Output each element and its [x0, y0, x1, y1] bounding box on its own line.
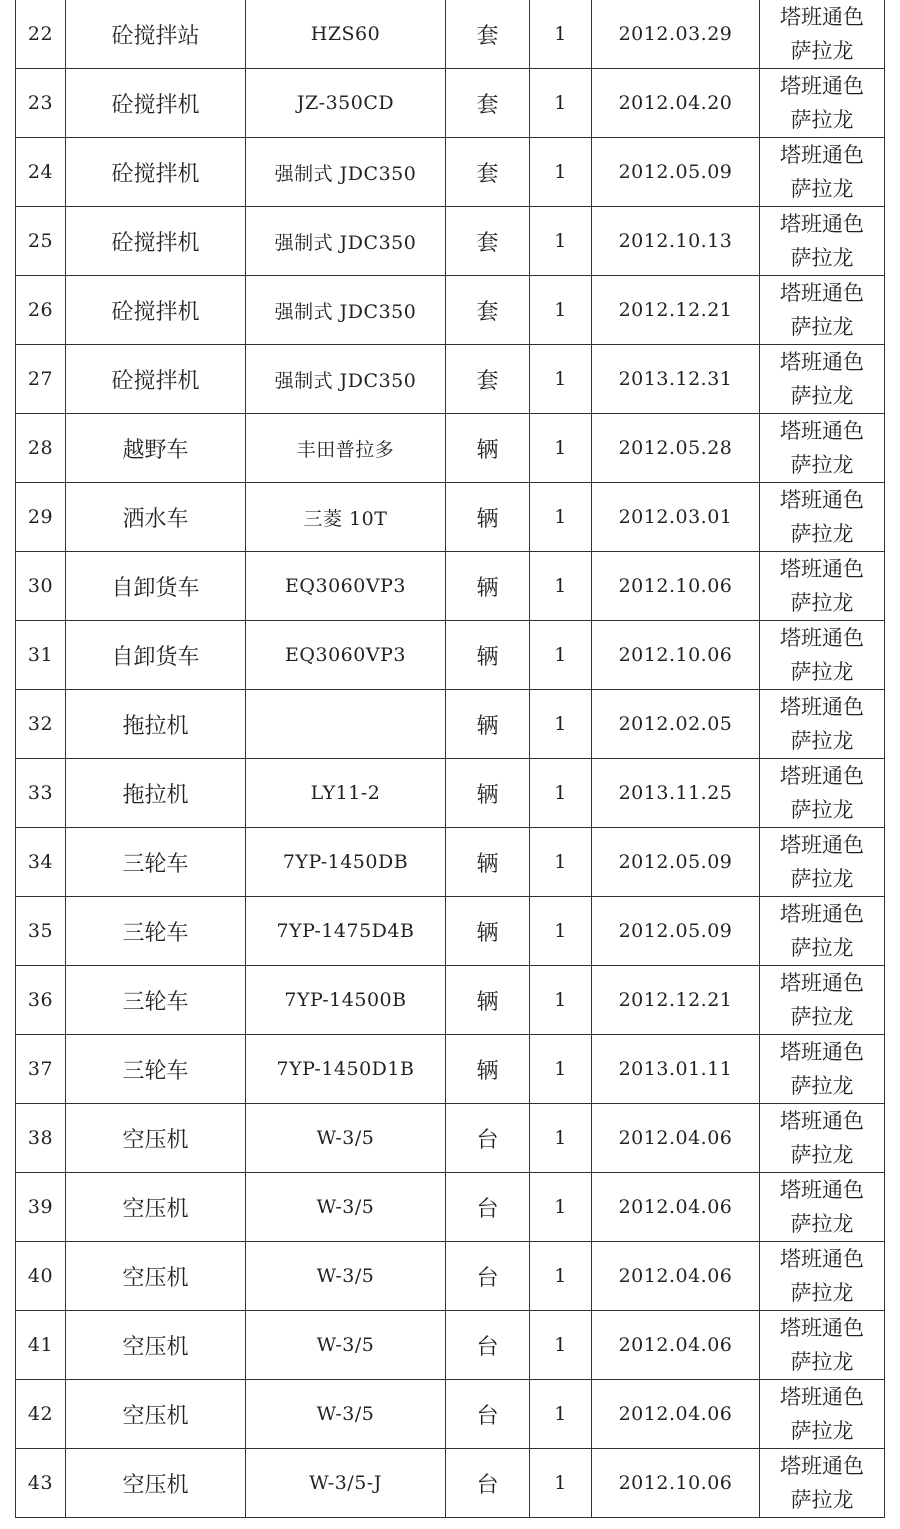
quantity-cell: 1	[530, 345, 592, 414]
date-cell: 2012.04.06	[592, 1104, 760, 1173]
location-cell	[760, 1449, 885, 1518]
location-line-1: 塔班通色	[780, 626, 864, 650]
equipment-name-cell: 空压机	[66, 1173, 246, 1242]
equipment-name-cell: 空压机	[66, 1242, 246, 1311]
date-cell: 2012.04.06	[592, 1380, 760, 1449]
location-cell	[760, 1035, 885, 1104]
location-line-1: 塔班通色	[780, 212, 864, 236]
location-line-1: 塔班通色	[780, 281, 864, 305]
quantity-cell: 1	[530, 1035, 592, 1104]
location-line-2: 萨拉龙	[790, 1005, 854, 1029]
table-row	[16, 138, 885, 207]
unit-cell: 辆	[446, 552, 530, 621]
row-number-cell: 23	[16, 69, 66, 138]
model-cell: W-3/5	[246, 1380, 446, 1449]
equipment-name-cell: 砼搅拌机	[66, 207, 246, 276]
location-line-1: 塔班通色	[780, 1454, 864, 1478]
table-row	[16, 0, 885, 69]
row-number-cell: 43	[16, 1449, 66, 1518]
equipment-name-cell: 空压机	[66, 1104, 246, 1173]
model-cell: 7YP-1450DB	[246, 828, 446, 897]
location-cell	[760, 690, 885, 759]
table-row	[16, 1449, 885, 1518]
unit-cell: 台	[446, 1380, 530, 1449]
location-line-2: 萨拉龙	[790, 384, 854, 408]
location-line-1: 塔班通色	[780, 695, 864, 719]
unit-cell: 套	[446, 345, 530, 414]
equipment-table	[15, 0, 885, 1518]
equipment-name-cell: 自卸货车	[66, 621, 246, 690]
equipment-name-cell: 砼搅拌机	[66, 69, 246, 138]
location-line-2: 萨拉龙	[790, 1350, 854, 1374]
location-line-1: 塔班通色	[780, 419, 864, 443]
location-cell	[760, 0, 885, 69]
date-cell: 2012.04.06	[592, 1311, 760, 1380]
location-cell	[760, 759, 885, 828]
date-cell: 2013.01.11	[592, 1035, 760, 1104]
equipment-name-cell: 砼搅拌站	[66, 0, 246, 69]
table-row	[16, 1311, 885, 1380]
model-cell: EQ3060VP3	[246, 621, 446, 690]
table-body	[16, 0, 885, 1518]
row-number-cell: 36	[16, 966, 66, 1035]
unit-cell: 辆	[446, 759, 530, 828]
location-line-1: 塔班通色	[780, 143, 864, 167]
row-number-cell: 26	[16, 276, 66, 345]
location-cell	[760, 345, 885, 414]
location-line-2: 萨拉龙	[790, 522, 854, 546]
date-cell: 2012.04.06	[592, 1242, 760, 1311]
location-cell	[760, 276, 885, 345]
quantity-cell: 1	[530, 138, 592, 207]
date-cell: 2012.10.06	[592, 621, 760, 690]
quantity-cell: 1	[530, 759, 592, 828]
model-cell: 强制式 JDC350	[246, 207, 446, 276]
location-line-2: 萨拉龙	[790, 1488, 854, 1512]
location-line-2: 萨拉龙	[790, 1143, 854, 1167]
row-number-cell: 31	[16, 621, 66, 690]
unit-cell: 辆	[446, 897, 530, 966]
location-line-2: 萨拉龙	[790, 39, 854, 63]
location-line-2: 萨拉龙	[790, 108, 854, 132]
table-row	[16, 1104, 885, 1173]
unit-cell: 套	[446, 138, 530, 207]
row-number-cell: 28	[16, 414, 66, 483]
equipment-name-cell: 拖拉机	[66, 759, 246, 828]
quantity-cell: 1	[530, 690, 592, 759]
model-cell: 强制式 JDC350	[246, 138, 446, 207]
unit-cell: 台	[446, 1242, 530, 1311]
date-cell: 2012.05.09	[592, 828, 760, 897]
model-cell: EQ3060VP3	[246, 552, 446, 621]
model-cell: 强制式 JDC350	[246, 345, 446, 414]
date-cell: 2012.10.06	[592, 552, 760, 621]
equipment-name-cell: 三轮车	[66, 828, 246, 897]
quantity-cell: 1	[530, 69, 592, 138]
quantity-cell: 1	[530, 1104, 592, 1173]
date-cell: 2013.12.31	[592, 345, 760, 414]
location-cell	[760, 552, 885, 621]
location-line-1: 塔班通色	[780, 74, 864, 98]
unit-cell: 辆	[446, 1035, 530, 1104]
model-cell: 三菱 10T	[246, 483, 446, 552]
equipment-name-cell: 三轮车	[66, 1035, 246, 1104]
location-line-1: 塔班通色	[780, 5, 864, 29]
model-cell: 丰田普拉多	[246, 414, 446, 483]
row-number-cell: 38	[16, 1104, 66, 1173]
quantity-cell: 1	[530, 552, 592, 621]
location-line-1: 塔班通色	[780, 1109, 864, 1133]
model-cell: W-3/5-J	[246, 1449, 446, 1518]
location-line-2: 萨拉龙	[790, 1419, 854, 1443]
equipment-table-page	[15, 0, 884, 1518]
location-cell	[760, 828, 885, 897]
model-cell: JZ-350CD	[246, 69, 446, 138]
unit-cell: 辆	[446, 621, 530, 690]
location-line-1: 塔班通色	[780, 1178, 864, 1202]
table-row	[16, 828, 885, 897]
row-number-cell: 40	[16, 1242, 66, 1311]
model-cell	[246, 690, 446, 759]
equipment-name-cell: 空压机	[66, 1449, 246, 1518]
unit-cell: 套	[446, 0, 530, 69]
table-row	[16, 1380, 885, 1449]
location-line-2: 萨拉龙	[790, 591, 854, 615]
quantity-cell: 1	[530, 1242, 592, 1311]
unit-cell: 辆	[446, 966, 530, 1035]
row-number-cell: 33	[16, 759, 66, 828]
location-line-1: 塔班通色	[780, 350, 864, 374]
table-row	[16, 69, 885, 138]
quantity-cell: 1	[530, 207, 592, 276]
unit-cell: 台	[446, 1311, 530, 1380]
date-cell: 2013.11.25	[592, 759, 760, 828]
model-cell: 7YP-1450D1B	[246, 1035, 446, 1104]
location-cell	[760, 483, 885, 552]
location-cell	[760, 1104, 885, 1173]
unit-cell: 台	[446, 1104, 530, 1173]
location-line-1: 塔班通色	[780, 488, 864, 512]
table-row	[16, 414, 885, 483]
model-cell: 7YP-14500B	[246, 966, 446, 1035]
quantity-cell: 1	[530, 1173, 592, 1242]
row-number-cell: 35	[16, 897, 66, 966]
location-line-1: 塔班通色	[780, 764, 864, 788]
location-cell	[760, 621, 885, 690]
quantity-cell: 1	[530, 483, 592, 552]
table-row	[16, 207, 885, 276]
location-line-2: 萨拉龙	[790, 1074, 854, 1098]
unit-cell: 辆	[446, 690, 530, 759]
location-cell	[760, 966, 885, 1035]
unit-cell: 台	[446, 1173, 530, 1242]
model-cell: 强制式 JDC350	[246, 276, 446, 345]
quantity-cell: 1	[530, 621, 592, 690]
location-line-2: 萨拉龙	[790, 246, 854, 270]
quantity-cell: 1	[530, 276, 592, 345]
location-line-1: 塔班通色	[780, 1247, 864, 1271]
location-line-2: 萨拉龙	[790, 798, 854, 822]
equipment-name-cell: 越野车	[66, 414, 246, 483]
location-line-1: 塔班通色	[780, 557, 864, 581]
location-line-2: 萨拉龙	[790, 729, 854, 753]
location-line-2: 萨拉龙	[790, 453, 854, 477]
equipment-name-cell: 砼搅拌机	[66, 345, 246, 414]
location-line-2: 萨拉龙	[790, 1281, 854, 1305]
row-number-cell: 25	[16, 207, 66, 276]
unit-cell: 台	[446, 1449, 530, 1518]
date-cell: 2012.12.21	[592, 966, 760, 1035]
date-cell: 2012.05.09	[592, 897, 760, 966]
table-row	[16, 1173, 885, 1242]
equipment-name-cell: 空压机	[66, 1311, 246, 1380]
table-row	[16, 897, 885, 966]
quantity-cell: 1	[530, 828, 592, 897]
row-number-cell: 27	[16, 345, 66, 414]
date-cell: 2012.05.09	[592, 138, 760, 207]
date-cell: 2012.04.20	[592, 69, 760, 138]
date-cell: 2012.05.28	[592, 414, 760, 483]
equipment-name-cell: 三轮车	[66, 966, 246, 1035]
location-line-2: 萨拉龙	[790, 315, 854, 339]
location-cell	[760, 138, 885, 207]
table-row	[16, 1242, 885, 1311]
row-number-cell: 34	[16, 828, 66, 897]
unit-cell: 套	[446, 69, 530, 138]
model-cell: W-3/5	[246, 1173, 446, 1242]
location-cell	[760, 1311, 885, 1380]
equipment-name-cell: 空压机	[66, 1380, 246, 1449]
equipment-name-cell: 砼搅拌机	[66, 138, 246, 207]
table-row	[16, 276, 885, 345]
row-number-cell: 24	[16, 138, 66, 207]
location-cell	[760, 414, 885, 483]
quantity-cell: 1	[530, 1380, 592, 1449]
location-cell	[760, 69, 885, 138]
date-cell: 2012.02.05	[592, 690, 760, 759]
location-line-2: 萨拉龙	[790, 1212, 854, 1236]
date-cell: 2012.04.06	[592, 1173, 760, 1242]
location-line-1: 塔班通色	[780, 1385, 864, 1409]
unit-cell: 套	[446, 207, 530, 276]
location-line-2: 萨拉龙	[790, 177, 854, 201]
location-line-1: 塔班通色	[780, 1316, 864, 1340]
model-cell: W-3/5	[246, 1104, 446, 1173]
location-cell	[760, 1242, 885, 1311]
quantity-cell: 1	[530, 1311, 592, 1380]
date-cell: 2012.03.29	[592, 0, 760, 69]
equipment-name-cell: 自卸货车	[66, 552, 246, 621]
location-cell	[760, 1380, 885, 1449]
table-row	[16, 759, 885, 828]
date-cell: 2012.03.01	[592, 483, 760, 552]
quantity-cell: 1	[530, 0, 592, 69]
quantity-cell: 1	[530, 414, 592, 483]
location-line-1: 塔班通色	[780, 1040, 864, 1064]
table-row	[16, 1035, 885, 1104]
row-number-cell: 37	[16, 1035, 66, 1104]
row-number-cell: 42	[16, 1380, 66, 1449]
unit-cell: 辆	[446, 483, 530, 552]
row-number-cell: 32	[16, 690, 66, 759]
unit-cell: 辆	[446, 414, 530, 483]
table-row	[16, 690, 885, 759]
equipment-name-cell: 砼搅拌机	[66, 276, 246, 345]
model-cell: W-3/5	[246, 1311, 446, 1380]
model-cell: HZS60	[246, 0, 446, 69]
quantity-cell: 1	[530, 966, 592, 1035]
model-cell: W-3/5	[246, 1242, 446, 1311]
row-number-cell: 22	[16, 0, 66, 69]
quantity-cell: 1	[530, 897, 592, 966]
location-line-1: 塔班通色	[780, 971, 864, 995]
location-cell	[760, 207, 885, 276]
equipment-name-cell: 洒水车	[66, 483, 246, 552]
table-row	[16, 621, 885, 690]
location-line-2: 萨拉龙	[790, 867, 854, 891]
location-line-2: 萨拉龙	[790, 660, 854, 684]
date-cell: 2012.10.13	[592, 207, 760, 276]
table-row	[16, 552, 885, 621]
model-cell: 7YP-1475D4B	[246, 897, 446, 966]
unit-cell: 辆	[446, 828, 530, 897]
equipment-name-cell: 三轮车	[66, 897, 246, 966]
location-cell	[760, 1173, 885, 1242]
table-row	[16, 483, 885, 552]
location-line-2: 萨拉龙	[790, 936, 854, 960]
row-number-cell: 30	[16, 552, 66, 621]
row-number-cell: 29	[16, 483, 66, 552]
date-cell: 2012.12.21	[592, 276, 760, 345]
location-cell	[760, 897, 885, 966]
model-cell: LY11-2	[246, 759, 446, 828]
row-number-cell: 41	[16, 1311, 66, 1380]
table-row	[16, 966, 885, 1035]
table-row	[16, 345, 885, 414]
date-cell: 2012.10.06	[592, 1449, 760, 1518]
quantity-cell: 1	[530, 1449, 592, 1518]
equipment-name-cell: 拖拉机	[66, 690, 246, 759]
row-number-cell: 39	[16, 1173, 66, 1242]
location-line-1: 塔班通色	[780, 902, 864, 926]
location-line-1: 塔班通色	[780, 833, 864, 857]
unit-cell: 套	[446, 276, 530, 345]
